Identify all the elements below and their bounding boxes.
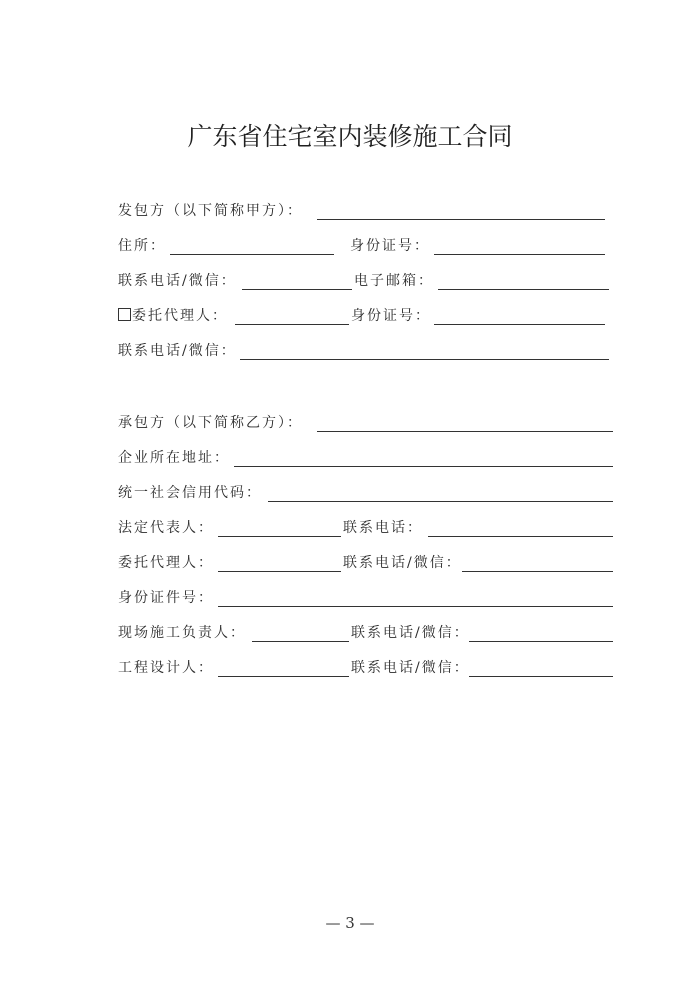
party-b-agent-contact-field[interactable] bbox=[462, 571, 613, 572]
party-b-legal-rep-field[interactable] bbox=[218, 536, 341, 537]
party-b-name-field[interactable] bbox=[317, 431, 613, 432]
party-b-credit-code-field[interactable] bbox=[268, 501, 613, 502]
party-b-heading-label: 承包方（以下简称乙方）： bbox=[118, 415, 303, 431]
party-b-agent-field[interactable] bbox=[218, 571, 341, 572]
party-a-address-field[interactable] bbox=[170, 254, 334, 255]
party-a-agent-field[interactable] bbox=[235, 324, 349, 325]
party-b-legal-rep-phone-field[interactable] bbox=[428, 536, 613, 537]
party-a-heading-label: 发包方（以下简称甲方）： bbox=[118, 203, 303, 219]
party-b-designer-contact-label: 联系电话/微信： bbox=[351, 660, 470, 676]
document-title: 广东省住宅室内装修施工合同 bbox=[187, 122, 513, 151]
party-a-name-field[interactable] bbox=[317, 219, 605, 220]
party-b-site-manager-field[interactable] bbox=[252, 641, 349, 642]
party-b-agent-label: 委托代理人： bbox=[118, 555, 214, 571]
agent-checkbox[interactable] bbox=[118, 308, 131, 321]
party-b-site-manager-contact-label: 联系电话/微信： bbox=[351, 625, 470, 641]
party-a-agent-id-label: 身份证号： bbox=[351, 308, 431, 324]
party-b-designer-field[interactable] bbox=[218, 676, 349, 677]
party-b-site-manager-contact-field[interactable] bbox=[469, 641, 613, 642]
party-a-email-field[interactable] bbox=[438, 289, 609, 290]
party-a-id-field[interactable] bbox=[434, 254, 605, 255]
party-a-address-label: 住所： bbox=[118, 238, 166, 254]
party-a-contact-label: 联系电话/微信： bbox=[118, 273, 237, 289]
party-b-legal-rep-label: 法定代表人： bbox=[118, 520, 214, 536]
party-b-site-manager-label: 现场施工负责人： bbox=[118, 625, 246, 641]
party-a-agent-contact-field[interactable] bbox=[240, 359, 609, 360]
party-a-id-label: 身份证号： bbox=[350, 238, 430, 254]
party-b-designer-contact-field[interactable] bbox=[469, 676, 613, 677]
party-a-agent-contact-label: 联系电话/微信： bbox=[118, 343, 237, 359]
party-a-agent-label: 委托代理人： bbox=[132, 308, 228, 324]
party-b-agent-contact-label: 联系电话/微信： bbox=[343, 555, 462, 571]
party-a-contact-field[interactable] bbox=[242, 289, 352, 290]
party-a-agent-label-wrap bbox=[118, 305, 228, 327]
party-a-email-label: 电子邮箱： bbox=[354, 273, 434, 289]
party-b-legal-rep-phone-label: 联系电话： bbox=[343, 520, 423, 536]
party-a-agent-id-field[interactable] bbox=[434, 324, 605, 325]
page-number: — 3 — bbox=[325, 914, 375, 932]
party-b-id-label: 身份证件号： bbox=[118, 590, 214, 606]
party-b-credit-code-label: 统一社会信用代码： bbox=[118, 485, 262, 501]
party-b-address-label: 企业所在地址： bbox=[118, 450, 230, 466]
party-b-designer-label: 工程设计人： bbox=[118, 660, 214, 676]
party-b-id-field[interactable] bbox=[218, 606, 613, 607]
party-b-address-field[interactable] bbox=[234, 466, 613, 467]
